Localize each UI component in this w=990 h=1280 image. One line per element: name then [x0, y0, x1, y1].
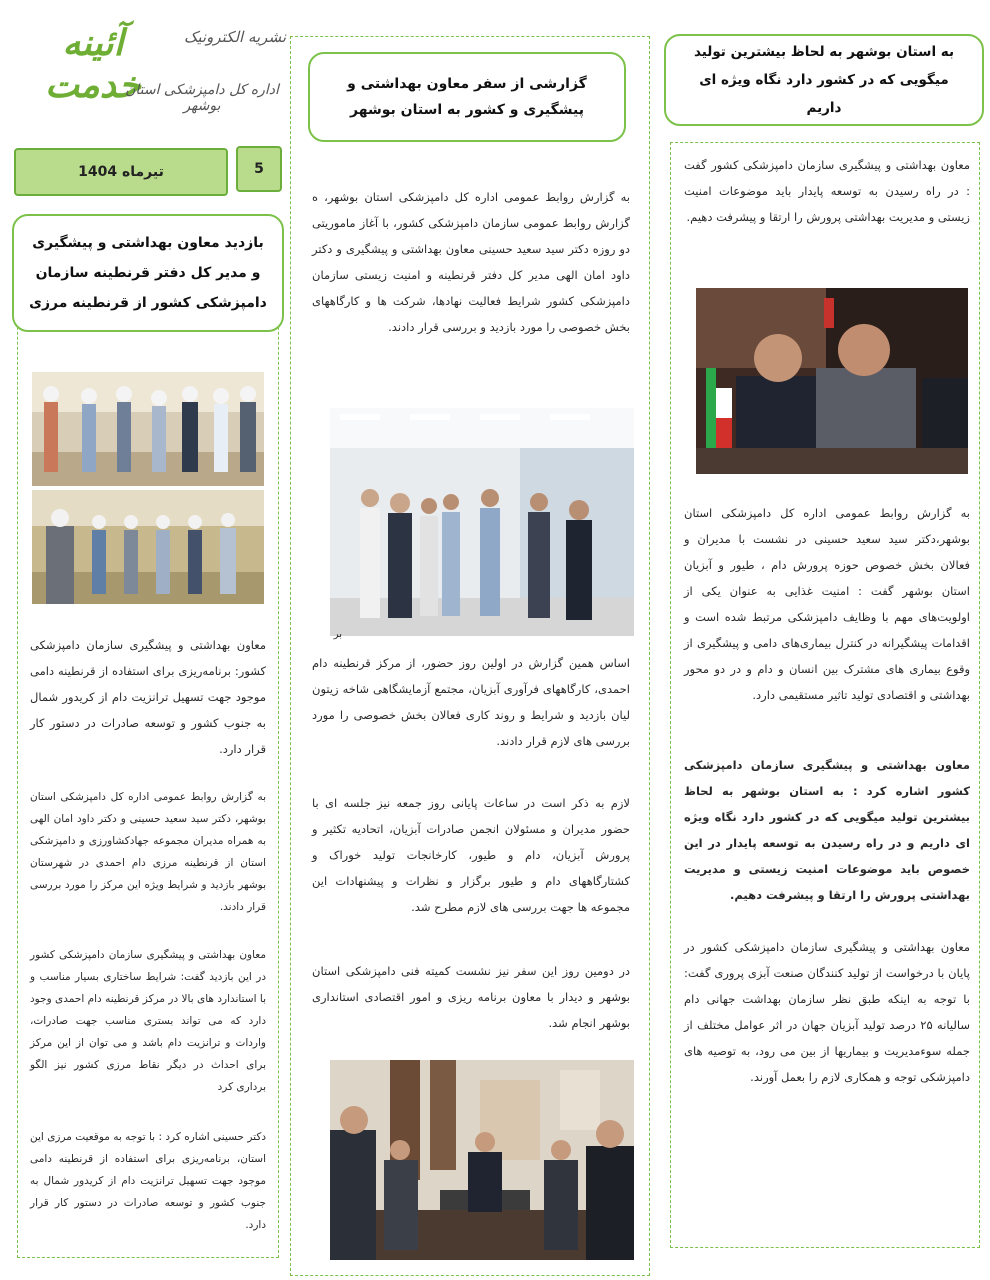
left-paragraph-3: معاون بهداشتی و پیشگیری سازمان دامپزشکی کشور در این بازدید گفت: شرایط ساختاری بسیار مناسب و با استاندارد های بالا در مرکز قرنطینه دام احمدی وجود دارد که می تواند بستری مناسب جهت صادرات، واردات و ترانزیت دام باشد و می توان از این مرکز برای احداث در دیگر نقاط مرزی کشور نیز الگو برداری کرد — [30, 949, 266, 1093]
masthead-subtitle: نشریه الکترونیک — [183, 28, 286, 46]
middle-photo-meeting — [330, 1060, 634, 1260]
left-photo-quarantine-visit-1 — [32, 372, 264, 486]
right-paragraph-3: معاون بهداشتی و پیشگیری سازمان دامپزشکی کشور اشاره کرد : به استان بوشهر به لحاظ بیشترین تولید میگویی که در کشور دارد نگاه ویژه ای داریم و در راه رسیدن به توسعه پایدار در این خصوص باید موضوعات امنیت زیستی و مدیریت بهداشتی پرورش را ارتقا و پیشرفت دهیم. — [684, 758, 970, 902]
middle-stray-text: بر — [333, 629, 342, 640]
middle-paragraph-1: به گزارش روابط عمومی اداره کل دامپزشکی استان بوشهر، ه گزارش روابط عمومی سازمان دامپزشکی کشور، با آغاز ماموریتی دو روزه دکتر سید سعید حسینی معاون بهداشتی و پیشگیری و دکتر داود امان الهی مدیر کل دفتر قرنطینه و امنیت زیستی سازمان دامپزشکی کشور شرایط فعالیت نهادها، شرکت ها و کارگاههای بخش خصوصی را مورد بازدید و بررسی قرار دادند. — [312, 190, 630, 334]
middle-paragraph-3: لازم به ذکر است در ساعات پایانی روز جمعه نیز جلسه ای با حضور مدیران و مسئولان انجمن صادرات آبزیان، اتحادیه تکثیر و پرورش آبزیان، دام و طیور، کارخانجات تولید خوراک و کشتارگاههای دام و طیور برگزار و نظرات و پیشنهادات این مجموعه ها جهت بررسی های لازم مطرح شد. — [312, 796, 630, 914]
issue-number-tag — [236, 146, 282, 192]
middle-column-title: گزارشی از سفر معاون بهداشتی و پیشگیری و کشور به استان بوشهر — [308, 52, 626, 142]
left-column-title: بازدید معاون بهداشتی و پیشگیری و مدیر کل دفتر قرنطینه سازمان دامپزشکی کشور از قرنطینه مرزی — [12, 214, 284, 332]
issue-date-tag — [14, 148, 228, 196]
middle-photo-laboratory-visit — [330, 408, 634, 636]
right-photo-officials — [696, 288, 968, 474]
left-paragraph-2: به گزارش روابط عمومی اداره کل دامپزشکی استان بوشهر، دکتر سید سعید حسینی و دکتر داود امان الهی به همراه مدیران مجموعه جهادکشاورزی و دامپزشکی استان از قرنطینه مرزی دام احمدی در شهرستان بوشهر بازدید و شرایط ویژه این مرکز را مورد بررسی قرار دادند. — [30, 791, 266, 913]
left-paragraph-4: دکتر حسینی اشاره کرد : با توجه به موقعیت مرزی این استان، برنامه‌ریزی برای استفاده از قرنطینه دامی موجود جهت تسهیل ترانزیت دام از کریدور شمال به جنوب کشور و توسعه صادرات در دستور کار قرار دارد. — [30, 1131, 266, 1231]
middle-paragraph-2: اساس همین گزارش در اولین روز حضور، از مرکز قرنطینه دام احمدی، کارگاههای فرآوری آبزیان، مجتمع آزمایشگاهی شاخه زیتون لیان بازدید و شرایط و روند کاری فعالان بخش خصوصی را مورد بررسی های لازم قرار دادند. — [312, 656, 630, 748]
right-column-title: به استان بوشهر به لحاظ بیشترین تولید میگویی که در کشور دارد نگاه ویژه ای داریم — [664, 34, 984, 126]
right-paragraph-1: معاون بهداشتی و پیشگیری سازمان دامپزشکی کشور گفت : در راه رسیدن به توسعه پایدار باید موضوعات امنیت زیستی و مدیریت بهداشتی پرورش را ارتقا و پیشرفت دهیم. — [684, 158, 970, 224]
left-photo-quarantine-visit-2 — [32, 490, 264, 604]
issue-number: 5 — [254, 161, 264, 177]
left-paragraph-1: معاون بهداشتی و پیشگیری سازمان دامپزشکی کشور: برنامه‌ریزی برای استفاده از قرنطینه دامی موجود جهت تسهیل ترانزیت دام از کریدور شمال به جنوب کشور و توسعه صادرات در دستور کار قرار دارد. — [30, 638, 266, 756]
masthead-title: آئینه خدمت — [45, 22, 141, 106]
right-paragraph-4: معاون بهداشتی و پیشگیری سازمان دامپزشکی کشور در پایان با درخواست از تولید کنندگان صنعت آبزی پروری گفت: با توجه به اینکه طبق نظر سازمان بهداشت جهانی دام سالیانه ۲۵ درصد تولید آبزیان جهان در اثر عوامل مختلف از جمله سوءمدیریت و بیماریها از بین می رود، به توصیه های دامپزشکی توجه و همکاری لازم را بعمل آورند. — [684, 940, 971, 1084]
right-paragraph-2: به گزارش روابط عمومی اداره کل دامپزشکی استان بوشهر،دکتر سید سعید حسینی در نشست با مدیران و فعالان بخش خصوص حوزه پرورش دام ، طیور و آبزیان استان بوشهر گفت : امنیت غذایی به عنوان یکی از اولویت‌های مهم با وظایف دامپزشکی مرتبط شده است و اقدامات پیشگیرانه در کنترل بیماری‌های دامی و پیشگیری از وقوع بیماری های مشترک بین انسان و دام و در دو محور بهداشتی و اقتصادی تولید تاثیر مستقیمی دارد. — [684, 506, 970, 702]
issue-date: تیرماه 1404 — [78, 164, 164, 180]
middle-paragraph-4: در دومین روز این سفر نیز نشست کمیته فنی دامپزشکی استان بوشهر و دیدار با معاون برنامه ریزی و امور اقتصادی استانداری بوشهر انجام شد. — [312, 964, 630, 1030]
masthead-organization: اداره کل دامپزشکی استان بوشهر — [125, 82, 279, 114]
